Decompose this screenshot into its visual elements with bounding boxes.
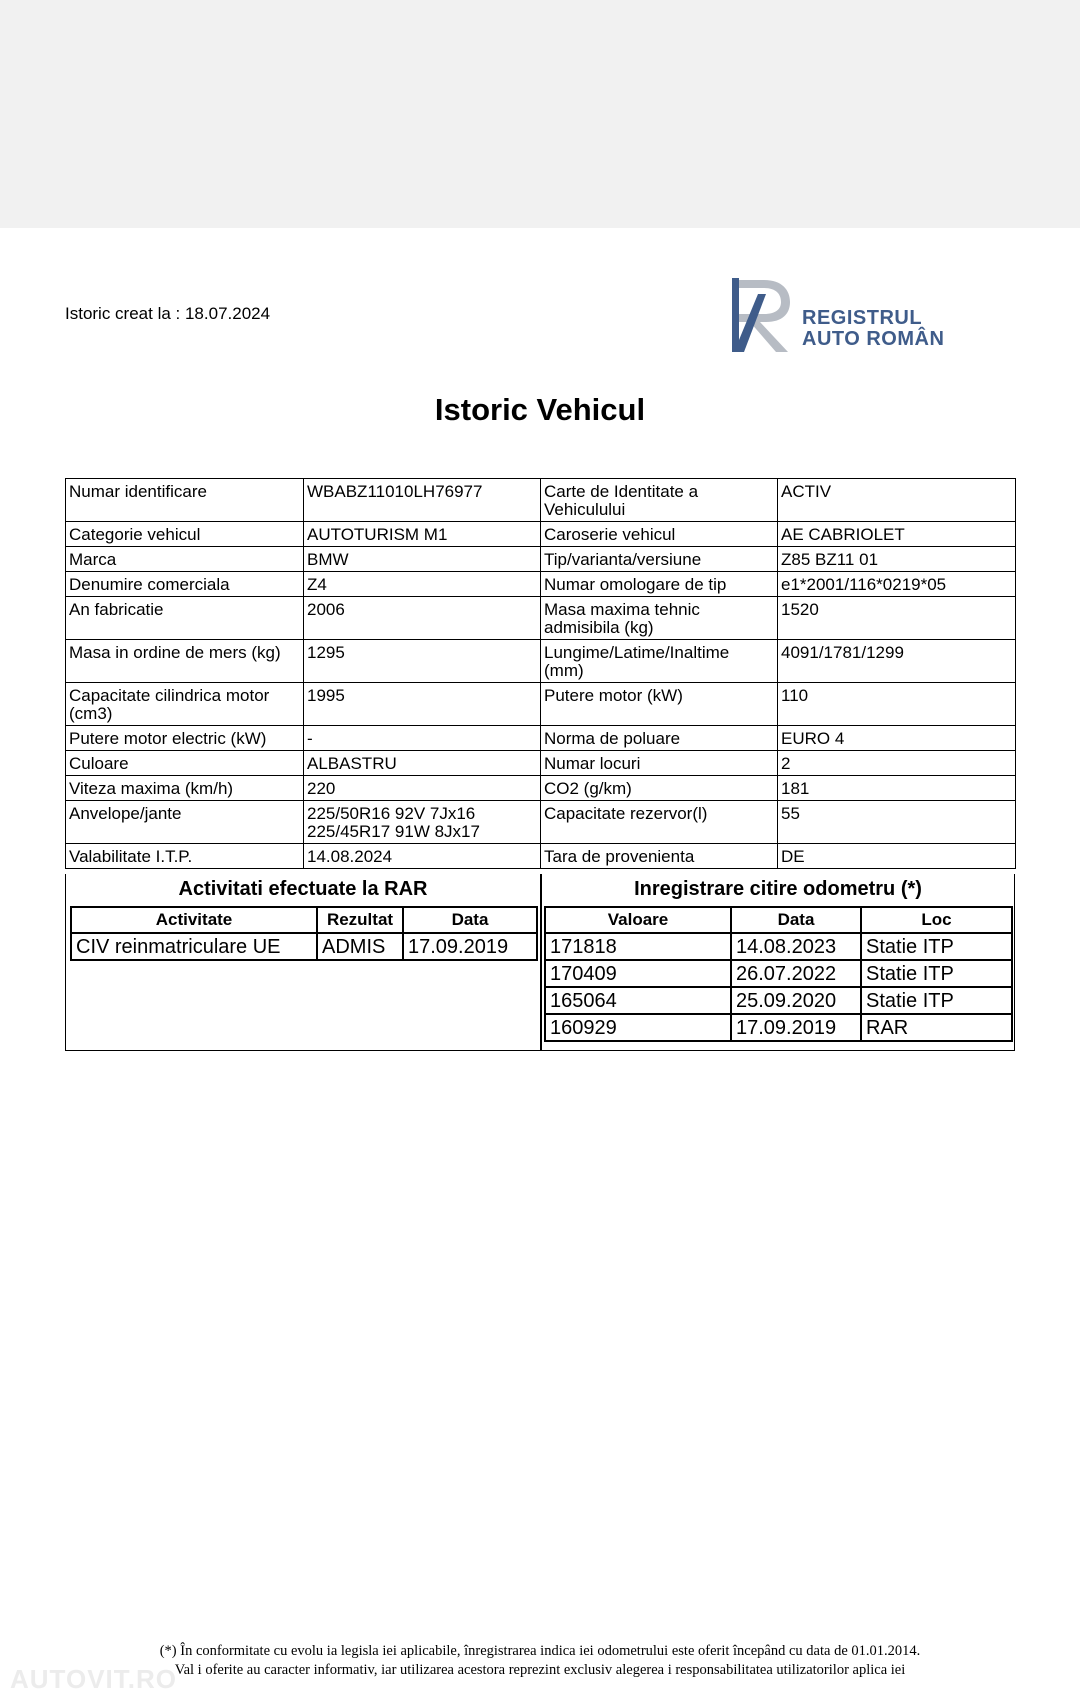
odometer-row <box>545 1014 1012 1041</box>
spec-row <box>66 683 1016 726</box>
odometer-date-cell: 17.09.2019 <box>731 1014 861 1041</box>
spec-row <box>66 751 1016 776</box>
odometer-date-cell: 25.09.2020 <box>731 987 861 1014</box>
odometer-date-cell: 14.08.2023 <box>731 933 861 960</box>
rar-logo <box>730 276 960 356</box>
spec-row <box>66 597 1016 640</box>
spec-value: AE CABRIOLET <box>778 522 1016 547</box>
spec-label: Caroserie vehicul <box>541 522 778 547</box>
spec-value: BMW <box>304 547 541 572</box>
rar-logo-text <box>802 308 944 350</box>
odometer-value-cell: 165064 <box>545 987 731 1014</box>
activities-header-activity: Activitate <box>71 907 317 933</box>
spec-row <box>66 844 1016 869</box>
spec-label: Masa maxima tehnic admisibila (kg) <box>541 597 778 640</box>
activity-odometer-section <box>65 874 1015 1051</box>
odometer-location-cell: Statie ITP <box>861 960 1012 987</box>
spec-label: Tip/varianta/versiune <box>541 547 778 572</box>
watermark: AUTOVIT.RO <box>10 1664 177 1694</box>
spec-value: 1295 <box>304 640 541 683</box>
logo-line-2: AUTO ROMÂN <box>802 328 945 350</box>
spec-value: 1995 <box>304 683 541 726</box>
odometer-header-date: Data <box>731 907 861 933</box>
activities-title: Activitati efectuate la RAR <box>178 878 428 900</box>
spec-label: Numar locuri <box>541 751 778 776</box>
spec-label: Viteza maxima (km/h) <box>66 776 304 801</box>
odometer-date-cell: 26.07.2022 <box>731 960 861 987</box>
odometer-value-cell: 171818 <box>545 933 731 960</box>
spec-value: Z4 <box>304 572 541 597</box>
spec-row <box>66 547 1016 572</box>
spec-label: CO2 (g/km) <box>541 776 778 801</box>
activities-row <box>71 933 537 960</box>
odometer-title: Inregistrare citire odometru (*) <box>634 878 922 900</box>
spec-value: ALBASTRU <box>304 751 541 776</box>
spec-label: Carte de Identitate a Vehiculului <box>541 479 778 522</box>
spec-label: Categorie vehicul <box>66 522 304 547</box>
spec-value: 181 <box>778 776 1016 801</box>
spec-label: Masa in ordine de mers (kg) <box>66 640 304 683</box>
spec-value: e1*2001/116*0219*05 <box>778 572 1016 597</box>
odometer-row <box>545 960 1012 987</box>
spec-label: Numar identificare <box>66 479 304 522</box>
spec-row <box>66 801 1016 844</box>
spec-label: Culoare <box>66 751 304 776</box>
top-blank-band <box>0 0 1080 228</box>
spec-row <box>66 522 1016 547</box>
activity-cell: CIV reinmatriculare UE <box>71 933 317 960</box>
odometer-table <box>544 906 1013 1042</box>
odometer-location-cell: Statie ITP <box>861 987 1012 1014</box>
odometer-header-location: Loc <box>861 907 1012 933</box>
spec-value: 2 <box>778 751 1016 776</box>
activities-header-date: Data <box>403 907 537 933</box>
odometer-location-cell: Statie ITP <box>861 933 1012 960</box>
spec-value: Z85 BZ11 01 <box>778 547 1016 572</box>
odometer-header-value: Valoare <box>545 907 731 933</box>
odometer-value-cell: 170409 <box>545 960 731 987</box>
spec-value: 1520 <box>778 597 1016 640</box>
spec-label: Capacitate rezervor(l) <box>541 801 778 844</box>
rar-logo-mark-icon <box>730 276 800 354</box>
spec-label: Putere motor (kW) <box>541 683 778 726</box>
activities-table <box>70 906 538 961</box>
spec-value: 110 <box>778 683 1016 726</box>
spec-row <box>66 640 1016 683</box>
spec-value: AUTOTURISM M1 <box>304 522 541 547</box>
date-cell: 17.09.2019 <box>403 933 537 960</box>
odometer-row <box>545 933 1012 960</box>
spec-value: 14.08.2024 <box>304 844 541 869</box>
odometer-value-cell: 160929 <box>545 1014 731 1041</box>
activities-header-result: Rezultat <box>317 907 403 933</box>
spec-label: Numar omologare de tip <box>541 572 778 597</box>
spec-value: 225/50R16 92V 7Jx16 225/45R17 91W 8Jx17 <box>304 801 541 844</box>
result-cell: ADMIS <box>317 933 403 960</box>
footnote-line-2: Val i oferite au caracter informativ, iar utilizarea acestora reprezint exclusiv alegerea i responsabilitatea utilizatorilor aplica iei <box>174 1662 906 1678</box>
spec-value: 2006 <box>304 597 541 640</box>
spec-label: Putere motor electric (kW) <box>66 726 304 751</box>
spec-label: Anvelope/jante <box>66 801 304 844</box>
spec-row <box>66 776 1016 801</box>
spec-value: EURO 4 <box>778 726 1016 751</box>
spec-label: Marca <box>66 547 304 572</box>
spec-value: 4091/1781/1299 <box>778 640 1016 683</box>
spec-value: ACTIV <box>778 479 1016 522</box>
spec-label: An fabricatie <box>66 597 304 640</box>
spec-value: WBABZ11010LH76977 <box>304 479 541 522</box>
spec-label: Tara de provenienta <box>541 844 778 869</box>
vehicle-specs-table <box>65 478 1016 869</box>
spec-value: 55 <box>778 801 1016 844</box>
spec-label: Valabilitate I.T.P. <box>66 844 304 869</box>
history-created-date: Istoric creat la : 18.07.2024 <box>65 304 271 323</box>
spec-value: DE <box>778 844 1016 869</box>
spec-row <box>66 479 1016 522</box>
spec-value: 220 <box>304 776 541 801</box>
odometer-location-cell: RAR <box>861 1014 1012 1041</box>
spec-label: Denumire comerciala <box>66 572 304 597</box>
footnote-line-1: (*) În conformitate cu evolu ia legisla iei aplicabile, înregistrarea indica iei odometrului este oferit începând cu data de 01.01.2014. <box>159 1643 921 1659</box>
spec-label: Capacitate cilindrica motor (cm3) <box>66 683 304 726</box>
odometer-row <box>545 987 1012 1014</box>
spec-row <box>66 572 1016 597</box>
spec-label: Norma de poluare <box>541 726 778 751</box>
spec-row <box>66 726 1016 751</box>
page-title: Istoric Vehicul <box>434 392 646 427</box>
logo-line-1: REGISTRUL <box>802 307 923 329</box>
spec-label: Lungime/Latime/Inaltime (mm) <box>541 640 778 683</box>
spec-value: - <box>304 726 541 751</box>
